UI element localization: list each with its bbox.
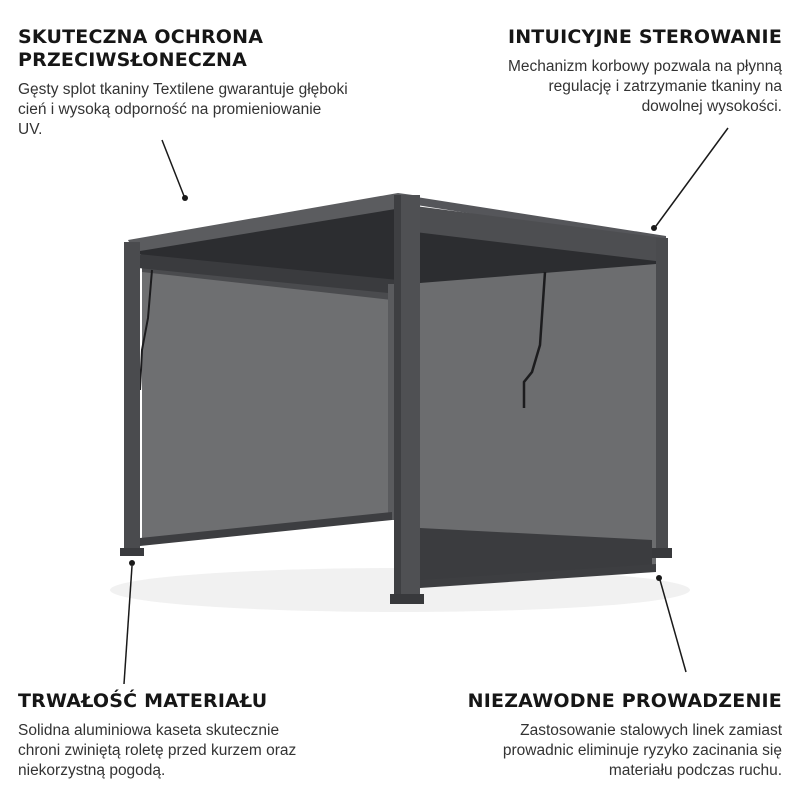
leader-line-top-left bbox=[162, 140, 184, 196]
post-front-right bbox=[656, 238, 668, 556]
feature-description: Mechanizm korbowy pozwala na płynną regulację i zatrzymanie tkaniny na dowolnej wysokości. bbox=[508, 58, 782, 115]
feature-description: Solidna aluminiowa kaseta skutecznie chroni zwiniętą roletę przed kurzem oraz niekorzystną pogodą. bbox=[18, 722, 297, 779]
feature-reliable-guidance bbox=[452, 690, 782, 781]
post-back-right bbox=[388, 284, 394, 520]
post-base-front-center bbox=[390, 594, 424, 604]
feature-title-line: SKUTECZNA OCHRONA bbox=[18, 26, 264, 48]
feature-title-line: PRZECIWSŁONECZNA bbox=[18, 49, 248, 71]
leader-line-top-right bbox=[656, 128, 728, 226]
leader-dot-top-right bbox=[651, 225, 657, 231]
feature-intuitive-control bbox=[492, 26, 782, 117]
post-front-center-edge bbox=[394, 195, 401, 601]
feature-description: Zastosowanie stalowych linek zamiast prowadnic eliminuje ryzyko zacinania się materiału podczas ruchu. bbox=[502, 722, 782, 779]
leader-dot-bottom-right bbox=[656, 575, 662, 581]
post-base-back-left bbox=[120, 548, 144, 556]
feature-sun-protection bbox=[18, 26, 348, 140]
left-screen bbox=[142, 262, 392, 540]
feature-title: TRWAŁOŚĆ MATERIAŁU bbox=[18, 690, 268, 712]
leader-dot-top-left bbox=[182, 195, 188, 201]
post-back-left bbox=[124, 242, 140, 554]
feature-material-durability bbox=[18, 690, 308, 781]
feature-title bbox=[18, 26, 348, 72]
leader-dot-bottom-left bbox=[129, 560, 135, 566]
feature-description: Gęsty splot tkaniny Textilene gwarantuje głęboki cień i wysoką odporność na promieniowanie UV. bbox=[18, 81, 348, 138]
feature-title: INTUICYJNE STEROWANIE bbox=[507, 26, 782, 48]
feature-title: NIEZAWODNE PROWADZENIE bbox=[467, 690, 782, 712]
post-base-front-right bbox=[652, 548, 672, 558]
